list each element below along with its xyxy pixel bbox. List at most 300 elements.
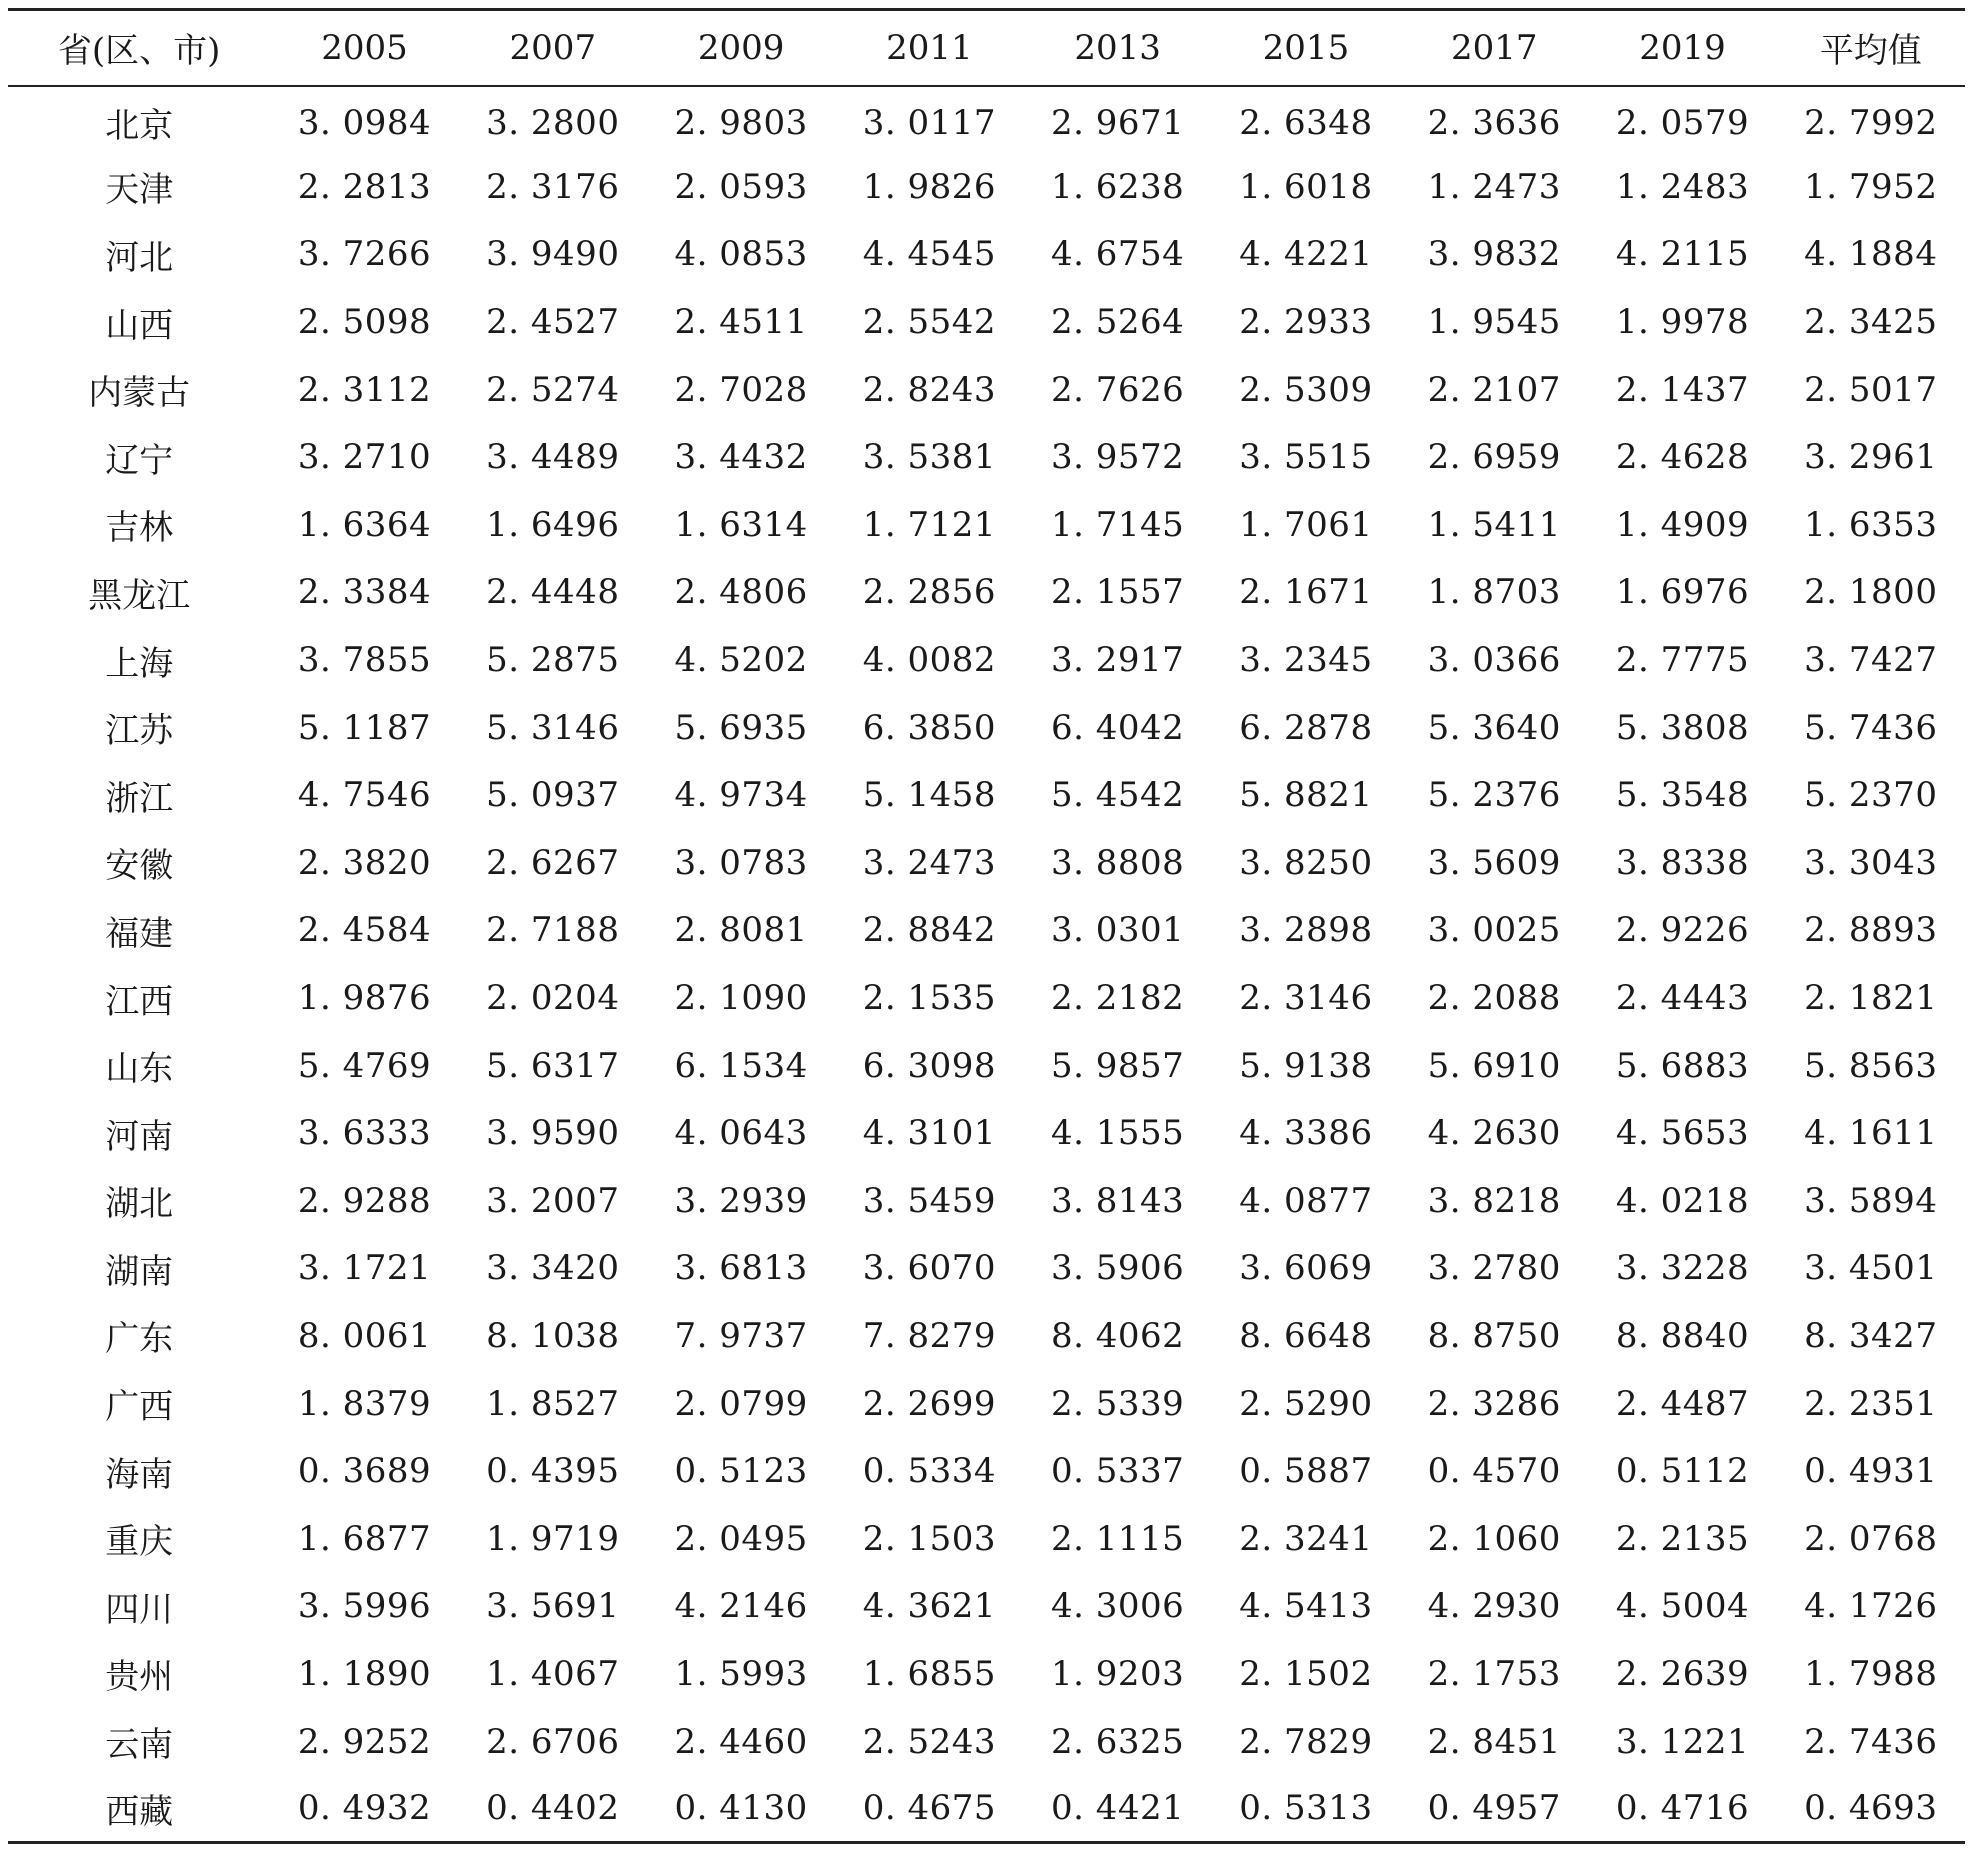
table-cell: 2. 2088	[1427, 978, 1561, 1019]
table-cell: 0. 4675	[862, 1788, 997, 1829]
table-cell: 8. 6648	[1239, 1315, 1373, 1356]
table-cell: 3. 7855	[297, 640, 432, 681]
table-row	[8, 1505, 1965, 1573]
table-cell: 6. 3098	[862, 1045, 997, 1086]
table-cell: 8. 1038	[486, 1315, 620, 1356]
province-name: 北京	[105, 106, 174, 147]
table-row	[8, 1235, 1965, 1303]
column-header: 2007	[509, 27, 597, 68]
table-cell: 1. 9826	[862, 166, 997, 207]
table-cell: 2. 4448	[486, 572, 620, 613]
table-row	[8, 829, 1965, 897]
table-cell: 3. 5906	[1051, 1248, 1185, 1289]
table-cell: 5. 0937	[486, 775, 620, 816]
table-row	[8, 1099, 1965, 1167]
table-row	[8, 1032, 1965, 1100]
table-row	[8, 694, 1965, 762]
table-row	[8, 491, 1965, 559]
table-cell: 3. 2780	[1427, 1248, 1561, 1289]
table-cell: 4. 0082	[862, 640, 997, 681]
table-cell: 1. 6496	[486, 504, 620, 545]
table-cell: 2. 2699	[862, 1383, 997, 1424]
table-cell: 2. 5243	[862, 1721, 997, 1762]
table-cell: 3. 2800	[486, 102, 620, 143]
table-cell: 0. 4421	[1051, 1788, 1185, 1829]
table-cell: 6. 3850	[862, 707, 997, 748]
table-cell: 1. 6238	[1051, 166, 1185, 207]
table-cell: 2. 9226	[1615, 910, 1750, 951]
table-cell: 3. 6813	[674, 1248, 808, 1289]
table-cell: 3. 4432	[674, 437, 808, 478]
table-cell: 3. 2898	[1239, 910, 1373, 951]
table-cell: 4. 2930	[1427, 1586, 1561, 1627]
column-header: 2015	[1262, 27, 1350, 68]
table-cell: 2. 8451	[1427, 1721, 1561, 1762]
table-cell: 2. 7992	[1804, 102, 1938, 143]
table-cell: 1. 7952	[1804, 166, 1938, 207]
table-cell: 3. 2917	[1051, 640, 1185, 681]
table-cell: 1. 2483	[1615, 166, 1750, 207]
table-cell: 4. 3006	[1051, 1586, 1185, 1627]
table-cell: 2. 1535	[862, 978, 997, 1019]
province-name: 湖南	[105, 1251, 174, 1292]
table-cell: 3. 3420	[486, 1248, 620, 1289]
table-cell: 8. 8840	[1615, 1315, 1750, 1356]
province-name: 江西	[105, 981, 174, 1022]
table-cell: 2. 8893	[1804, 910, 1938, 951]
table-cell: 0. 4130	[674, 1788, 808, 1829]
table-cell: 0. 4395	[486, 1451, 620, 1492]
table-cell: 8. 4062	[1051, 1315, 1185, 1356]
table-cell: 0. 5887	[1239, 1451, 1373, 1492]
province-name: 湖北	[105, 1184, 174, 1225]
table-row	[8, 1167, 1965, 1235]
table-cell: 3. 9572	[1051, 437, 1185, 478]
table-cell: 1. 6855	[862, 1653, 997, 1694]
table-cell: 2. 2933	[1239, 302, 1373, 343]
table-cell: 4. 6754	[1051, 234, 1185, 275]
table-cell: 3. 0783	[674, 842, 808, 883]
table-cell: 4. 5413	[1239, 1586, 1373, 1627]
province-name: 天津	[105, 170, 174, 211]
table-cell: 1. 6976	[1615, 572, 1750, 613]
table-cell: 1. 7988	[1804, 1653, 1938, 1694]
province-name: 西藏	[105, 1791, 174, 1832]
table-cell: 2. 5339	[1051, 1383, 1185, 1424]
province-name: 福建	[105, 913, 174, 954]
province-name: 海南	[105, 1454, 174, 1495]
table-row	[8, 221, 1965, 289]
province-name: 江苏	[105, 711, 174, 752]
data-table	[8, 8, 1965, 1844]
table-cell: 2. 5274	[486, 369, 620, 410]
table-cell: 4. 1726	[1804, 1586, 1938, 1627]
table-cell: 4. 5202	[674, 640, 808, 681]
table-cell: 5. 7436	[1804, 707, 1938, 748]
table-cell: 3. 2939	[674, 1180, 808, 1221]
table-cell: 5. 1458	[862, 775, 997, 816]
table-cell: 5. 8821	[1239, 775, 1373, 816]
table-row	[8, 1573, 1965, 1641]
table-cell: 4. 5653	[1615, 1113, 1750, 1154]
table-cell: 2. 2135	[1615, 1518, 1750, 1559]
table-cell: 4. 2630	[1427, 1113, 1561, 1154]
table-cell: 2. 9803	[674, 102, 808, 143]
table-cell: 2. 5309	[1239, 369, 1373, 410]
table-cell: 1. 9876	[297, 978, 432, 1019]
table-cell: 2. 7436	[1804, 1721, 1938, 1762]
table-cell: 1. 4067	[486, 1653, 620, 1694]
table-cell: 3. 8338	[1615, 842, 1750, 883]
table-cell: 2. 6325	[1051, 1721, 1185, 1762]
table-cell: 2. 5098	[297, 302, 432, 343]
table-cell: 3. 0025	[1427, 910, 1561, 951]
table-cell: 1. 9978	[1615, 302, 1750, 343]
table-cell: 3. 2007	[486, 1180, 620, 1221]
table-cell: 4. 1555	[1051, 1113, 1185, 1154]
table-cell: 2. 5290	[1239, 1383, 1373, 1424]
table-cell: 3. 8218	[1427, 1180, 1561, 1221]
table-cell: 2. 4806	[674, 572, 808, 613]
table-cell: 1. 6877	[297, 1518, 432, 1559]
table-cell: 5. 9138	[1239, 1045, 1373, 1086]
table-row	[8, 761, 1965, 829]
table-row	[8, 356, 1965, 424]
table-cell: 1. 5411	[1427, 504, 1561, 545]
table-cell: 4. 0218	[1615, 1180, 1750, 1221]
table-cell: 5. 9857	[1051, 1045, 1185, 1086]
table-cell: 2. 1821	[1804, 978, 1938, 1019]
table-cell: 3. 9832	[1427, 234, 1561, 275]
table-cell: 1. 5993	[674, 1653, 808, 1694]
table-cell: 2. 2856	[862, 572, 997, 613]
table-row	[8, 626, 1965, 694]
province-name: 广西	[105, 1387, 174, 1428]
table-cell: 4. 7546	[297, 775, 432, 816]
province-name: 安徽	[105, 846, 174, 887]
table-cell: 2. 0579	[1615, 102, 1750, 143]
table-cell: 2. 4487	[1615, 1383, 1750, 1424]
province-name: 云南	[105, 1725, 174, 1766]
table-cell: 3. 8250	[1239, 842, 1373, 883]
table-cell: 1. 6364	[297, 504, 432, 545]
table-cell: 2. 3636	[1427, 102, 1561, 143]
table-row	[8, 964, 1965, 1032]
table-cell: 6. 4042	[1051, 707, 1185, 748]
table-cell: 3. 9590	[486, 1113, 620, 1154]
table-cell: 2. 2813	[297, 166, 432, 207]
table-cell: 3. 4489	[486, 437, 620, 478]
table-cell: 8. 8750	[1427, 1315, 1561, 1356]
table-cell: 0. 4570	[1427, 1451, 1561, 1492]
table-row	[8, 288, 1965, 356]
province-name: 广东	[105, 1319, 174, 1360]
table-cell: 1. 1890	[297, 1653, 432, 1694]
table-cell: 4. 1611	[1804, 1113, 1938, 1154]
table-cell: 3. 1221	[1615, 1721, 1750, 1762]
province-name: 山西	[105, 305, 174, 346]
province-name: 河南	[105, 1116, 174, 1157]
table-cell: 5. 3548	[1615, 775, 1750, 816]
table-cell: 2. 3176	[486, 166, 620, 207]
table-cell: 0. 4931	[1804, 1451, 1938, 1492]
table-cell: 2. 1800	[1804, 572, 1938, 613]
table-cell: 2. 0799	[674, 1383, 808, 1424]
header-row	[8, 10, 1965, 86]
table-cell: 4. 0877	[1239, 1180, 1373, 1221]
table-cell: 2. 4628	[1615, 437, 1750, 478]
table-cell: 0. 4716	[1615, 1788, 1750, 1829]
table-cell: 2. 8243	[862, 369, 997, 410]
table-cell: 3. 0301	[1051, 910, 1185, 951]
table-cell: 1. 8379	[297, 1383, 432, 1424]
table-cell: 3. 5381	[862, 437, 997, 478]
table-cell: 3. 0117	[862, 102, 997, 143]
table-cell: 2. 3112	[297, 369, 432, 410]
table-cell: 3. 3228	[1615, 1248, 1750, 1289]
table-header	[8, 10, 1965, 86]
table-cell: 2. 9671	[1051, 102, 1185, 143]
column-header: 2017	[1450, 27, 1538, 68]
table-cell: 1. 6314	[674, 504, 808, 545]
table-cell: 3. 6070	[862, 1248, 997, 1289]
table-cell: 0. 4693	[1804, 1788, 1938, 1829]
table-cell: 8. 3427	[1804, 1315, 1938, 1356]
column-header: 2005	[321, 27, 408, 68]
province-name: 河北	[105, 237, 174, 278]
table-cell: 0. 5337	[1051, 1451, 1185, 1492]
table-cell: 2. 4443	[1615, 978, 1750, 1019]
table-cell: 3. 6069	[1239, 1248, 1373, 1289]
province-name: 吉林	[105, 508, 174, 549]
table-cell: 5. 3146	[486, 707, 620, 748]
table-cell: 2. 8842	[862, 910, 997, 951]
table-cell: 2. 7775	[1615, 640, 1750, 681]
table-cell: 7. 8279	[862, 1315, 997, 1356]
table-cell: 2. 1090	[674, 978, 808, 1019]
table-cell: 5. 2376	[1427, 775, 1561, 816]
table-cell: 3. 7427	[1804, 640, 1938, 681]
table-cell: 5. 2370	[1804, 775, 1938, 816]
table-cell: 4. 2115	[1615, 234, 1750, 275]
table-cell: 1. 6353	[1804, 504, 1938, 545]
table-cell: 2. 1437	[1615, 369, 1750, 410]
table-cell: 2. 0495	[674, 1518, 808, 1559]
table-cell: 4. 0853	[674, 234, 808, 275]
table-cell: 7. 9737	[674, 1315, 808, 1356]
table-cell: 5. 8563	[1804, 1045, 1938, 1086]
table-cell: 1. 9545	[1427, 302, 1561, 343]
table-cell: 3. 8808	[1051, 842, 1185, 883]
table-cell: 1. 7121	[862, 504, 997, 545]
table-cell: 4. 0643	[674, 1113, 808, 1154]
table-cell: 1. 6018	[1239, 166, 1373, 207]
table-row	[8, 559, 1965, 627]
table-cell: 6. 2878	[1239, 707, 1373, 748]
table-cell: 5. 4542	[1051, 775, 1185, 816]
table-row	[8, 1302, 1965, 1370]
table-cell: 3. 2710	[297, 437, 432, 478]
table-cell: 1. 4909	[1615, 504, 1750, 545]
table-cell: 2. 1060	[1427, 1518, 1561, 1559]
column-header: 2019	[1639, 27, 1726, 68]
table-cell: 3. 5894	[1804, 1180, 1938, 1221]
table-cell: 2. 6348	[1239, 102, 1373, 143]
table-cell: 3. 5609	[1427, 842, 1561, 883]
table-cell: 2. 1557	[1051, 572, 1185, 613]
table-cell: 5. 6883	[1615, 1045, 1750, 1086]
table-cell: 3. 5459	[862, 1180, 997, 1221]
province-name: 浙江	[105, 778, 174, 819]
table-cell: 2. 7626	[1051, 369, 1185, 410]
table-cell: 2. 1503	[862, 1518, 997, 1559]
table-cell: 0. 5334	[862, 1451, 997, 1492]
table-cell: 5. 4769	[297, 1045, 432, 1086]
table-cell: 2. 0593	[674, 166, 808, 207]
column-header-province: 省(区、市)	[57, 31, 221, 72]
table-cell: 2. 1753	[1427, 1653, 1561, 1694]
table-cell: 2. 3286	[1427, 1383, 1561, 1424]
table-cell: 2. 1115	[1051, 1518, 1185, 1559]
province-name: 辽宁	[105, 440, 174, 481]
table-row	[8, 423, 1965, 491]
table-cell: 5. 6910	[1427, 1045, 1561, 1086]
table-cell: 2. 1502	[1239, 1653, 1373, 1694]
table-cell: 2. 3820	[297, 842, 432, 883]
table-cell: 2. 6267	[486, 842, 620, 883]
province-name: 上海	[105, 643, 174, 684]
table-cell: 2. 2182	[1051, 978, 1185, 1019]
table-cell: 4. 3621	[862, 1586, 997, 1627]
table-cell: 3. 5515	[1239, 437, 1373, 478]
table-cell: 8. 0061	[297, 1315, 432, 1356]
table-cell: 1. 9203	[1051, 1653, 1185, 1694]
table-cell: 3. 6333	[297, 1113, 432, 1154]
table-cell: 4. 9734	[674, 775, 808, 816]
province-name: 黑龙江	[88, 575, 191, 616]
table-cell: 1. 8703	[1427, 572, 1561, 613]
table-cell: 2. 3384	[297, 572, 432, 613]
table-row	[8, 86, 1965, 154]
table-cell: 2. 4460	[674, 1721, 808, 1762]
table-cell: 0. 5112	[1615, 1451, 1750, 1492]
column-header: 2011	[886, 27, 973, 68]
province-name: 内蒙古	[88, 373, 191, 414]
table-cell: 3. 1721	[297, 1248, 432, 1289]
table-cell: 4. 3386	[1239, 1113, 1373, 1154]
table-cell: 1. 9719	[486, 1518, 620, 1559]
table-cell: 3. 7266	[297, 234, 432, 275]
table-cell: 0. 4402	[486, 1788, 620, 1829]
table-cell: 4. 4221	[1239, 234, 1373, 275]
table-cell: 2. 7829	[1239, 1721, 1373, 1762]
table-cell: 4. 1884	[1804, 234, 1938, 275]
table-cell: 3. 5691	[486, 1586, 620, 1627]
table-cell: 2. 4584	[297, 910, 432, 951]
table-cell: 2. 9288	[297, 1180, 432, 1221]
table-cell: 2. 6959	[1427, 437, 1561, 478]
table-cell: 3. 0366	[1427, 640, 1561, 681]
table-cell: 4. 5004	[1615, 1586, 1750, 1627]
table-cell: 2. 7028	[674, 369, 808, 410]
column-header: 平均值	[1819, 31, 1922, 72]
column-header: 2009	[697, 27, 785, 68]
table-cell: 0. 3689	[297, 1451, 432, 1492]
table-cell: 2. 9252	[297, 1721, 432, 1762]
table-cell: 6. 1534	[674, 1045, 808, 1086]
table-cell: 3. 9490	[486, 234, 620, 275]
table-cell: 3. 0984	[297, 102, 432, 143]
table-cell: 5. 3808	[1615, 707, 1750, 748]
table-cell: 2. 6706	[486, 1721, 620, 1762]
table-cell: 1. 8527	[486, 1383, 620, 1424]
table-cell: 5. 3640	[1427, 707, 1561, 748]
table-cell: 2. 4511	[674, 302, 808, 343]
table-cell: 3. 5996	[297, 1586, 432, 1627]
table-cell: 2. 1671	[1239, 572, 1373, 613]
table-cell: 0. 4932	[297, 1788, 432, 1829]
table-body	[8, 86, 1965, 1843]
table-cell: 1. 2473	[1427, 166, 1561, 207]
table-cell: 2. 8081	[674, 910, 808, 951]
table-cell: 3. 2345	[1239, 640, 1373, 681]
table-cell: 1. 7061	[1239, 504, 1373, 545]
table-cell: 1. 7145	[1051, 504, 1185, 545]
table-cell: 2. 3241	[1239, 1518, 1373, 1559]
table-cell: 2. 2107	[1427, 369, 1561, 410]
table-row	[8, 1708, 1965, 1776]
province-name: 四川	[105, 1589, 174, 1630]
table-cell: 2. 0768	[1804, 1518, 1938, 1559]
table-cell: 0. 5123	[674, 1451, 808, 1492]
table-cell: 2. 5542	[862, 302, 997, 343]
column-header: 2013	[1074, 27, 1161, 68]
table-cell: 0. 4957	[1427, 1788, 1561, 1829]
table-cell: 2. 2351	[1804, 1383, 1938, 1424]
table-row	[8, 1775, 1965, 1843]
table-cell: 2. 4527	[486, 302, 620, 343]
table-cell: 2. 5264	[1051, 302, 1185, 343]
table-cell: 3. 4501	[1804, 1248, 1938, 1289]
province-name: 贵州	[105, 1657, 174, 1698]
table-cell: 4. 2146	[674, 1586, 808, 1627]
table-row	[8, 1640, 1965, 1708]
table-cell: 2. 7188	[486, 910, 620, 951]
table-cell: 5. 1187	[297, 707, 432, 748]
table-cell: 4. 3101	[862, 1113, 997, 1154]
table-cell: 5. 6935	[674, 707, 808, 748]
table-cell: 3. 8143	[1051, 1180, 1185, 1221]
table-row	[8, 153, 1965, 221]
table-cell: 5. 2875	[486, 640, 620, 681]
table-cell: 3. 2961	[1804, 437, 1938, 478]
table-row	[8, 897, 1965, 965]
table-cell: 0. 5313	[1239, 1788, 1373, 1829]
province-name: 山东	[105, 1049, 174, 1090]
table-cell: 2. 5017	[1804, 369, 1938, 410]
table-cell: 2. 2639	[1615, 1653, 1750, 1694]
table-row	[8, 1437, 1965, 1505]
table-row	[8, 1370, 1965, 1438]
table-cell: 3. 3043	[1804, 842, 1938, 883]
table-cell: 2. 3425	[1804, 302, 1938, 343]
table-cell: 3. 2473	[862, 842, 997, 883]
table-cell: 2. 3146	[1239, 978, 1373, 1019]
table-cell: 2. 0204	[486, 978, 620, 1019]
table-cell: 5. 6317	[486, 1045, 620, 1086]
table-cell: 4. 4545	[862, 234, 997, 275]
province-name: 重庆	[105, 1522, 174, 1563]
